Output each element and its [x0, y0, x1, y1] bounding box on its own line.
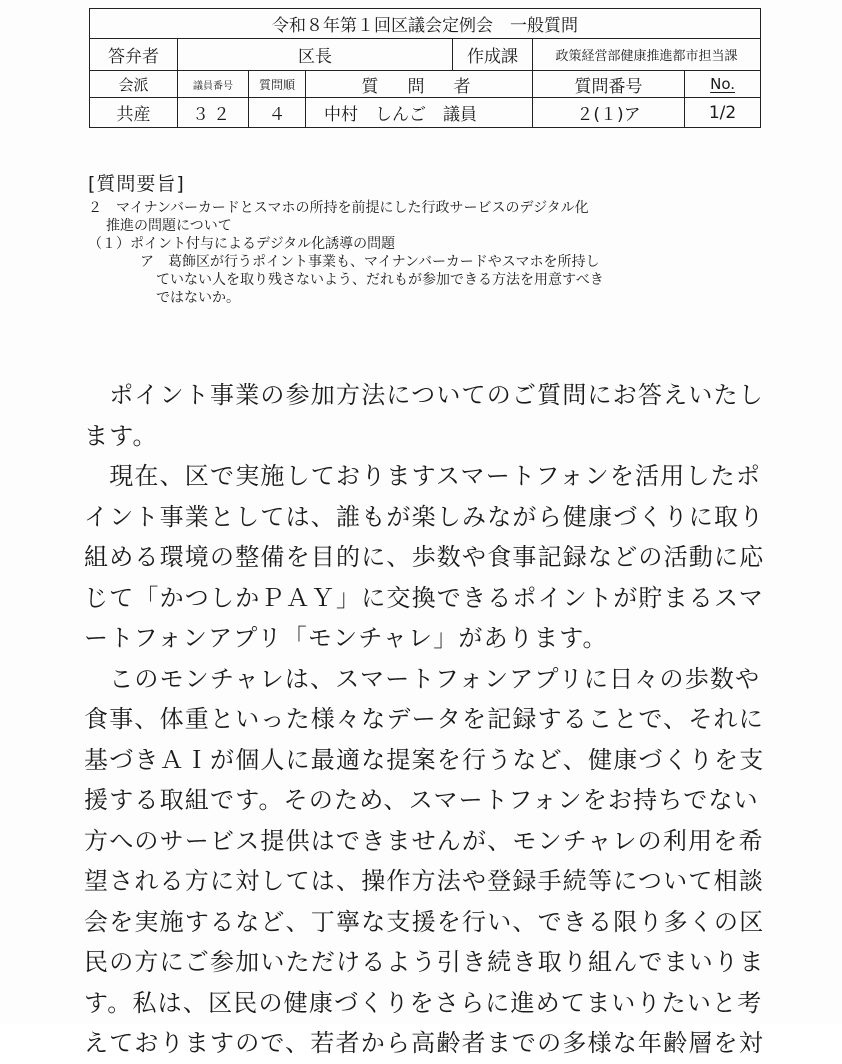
- answer-line: えておりますので、若者から高齢者までの多様な年齢層を対: [84, 1029, 764, 1057]
- gist-heading: [質問要旨]: [88, 173, 185, 195]
- answer-line: ポイント事業の参加方法についてのご質問にお答えいたし: [84, 381, 764, 409]
- answer-line: イント事業としては、誰もが楽しみながら健康づくりに取り: [84, 502, 765, 531]
- answer-line: 会を実施するなど、丁寧な支援を行い、できる限り多くの区: [84, 907, 765, 936]
- faction-value: 共産: [90, 98, 178, 128]
- answer-line: 基づきＡＩが個人に最適な提案を行うなど、健康づくりを支: [84, 745, 765, 774]
- answer-line: 組める環境の整備を目的に、歩数や食事記録などの活動に応: [84, 543, 765, 571]
- questioner-label: 質 問 者: [306, 71, 533, 98]
- questioner-value: 中村 しんご 議員: [306, 98, 533, 128]
- answer-line: 援する取組です。そのため、スマートフォンをお持ちでない: [84, 786, 759, 814]
- faction-label: 会派: [90, 71, 178, 98]
- answer-line: ートフォンアプリ「モンチャレ」があります。: [84, 624, 608, 652]
- page-number: 1/2: [685, 98, 761, 128]
- gist-line: （１）ポイント付与によるデジタル化誘導の問題: [88, 236, 396, 252]
- member-no-value: ３２: [178, 98, 249, 128]
- answerer-value: 区長: [178, 39, 453, 71]
- answer-line: す。私は、区民の健康づくりをさらに進めてまいりたいと考: [84, 988, 763, 1017]
- answer-line: じて「かつしかＰＡＹ」に交換できるポイントが貯まるスマ: [84, 583, 764, 612]
- answer-line: ます。: [84, 421, 158, 450]
- answer-body: [84, 375, 764, 1064]
- answer-line: 方へのサービス提供はできませんが、モンチャレの利用を希: [84, 826, 764, 855]
- order-value: ４: [249, 98, 306, 128]
- gist-line: ではないか。: [156, 290, 240, 306]
- answer-line: 望される方に対しては、操作方法や登録手続等について相談: [84, 867, 764, 895]
- dept-label: 作成課: [453, 39, 533, 71]
- answer-line: 民の方にご参加いただけるよう引き続き取り組んでまいりま: [84, 948, 765, 976]
- question-number-value: ２(１)ア: [533, 98, 685, 128]
- answer-line: このモンチャレは、スマートフォンアプリに日々の歩数や: [84, 664, 761, 693]
- header-title: 令和８年第１回区議会定例会 一般質問: [90, 9, 761, 39]
- order-label: 質問順: [249, 71, 306, 98]
- gist-line: ア 葛飾区が行うポイント事業も、マイナンバーカードやスマホを所持し: [140, 254, 600, 270]
- member-no-label: 議員番号: [178, 71, 249, 98]
- answerer-label: 答弁者: [90, 39, 178, 71]
- gist-line: 推進の問題について: [106, 218, 232, 234]
- question-gist: [88, 199, 758, 307]
- gist-line: ２ マイナンバーカードとスマホの所持を前提にした行政サービスのデジタル化: [88, 200, 589, 216]
- header-table: [89, 8, 761, 128]
- dept-value: 政策経営部健康推進都市担当課: [533, 39, 761, 71]
- answer-line: 食事、体重といった様々なデータを記録することで、それに: [84, 705, 764, 733]
- question-number-label: 質問番号: [533, 71, 685, 98]
- gist-line: ていない人を取り残さないよう、だれもが参加できる方法を用意すべき: [156, 272, 604, 288]
- number-label: No.: [685, 71, 761, 98]
- answer-line: 現在、区で実施しておりますスマートフォンを活用したポ: [84, 462, 762, 490]
